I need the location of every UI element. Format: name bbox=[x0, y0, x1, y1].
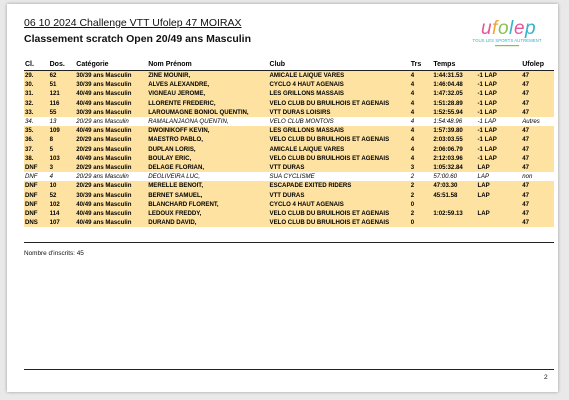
rank-cell: DNF bbox=[24, 209, 49, 218]
rank-cell: DNF bbox=[24, 163, 49, 172]
category-cell: 20/29 ans Masculin bbox=[75, 117, 147, 126]
laps-cell: 4 bbox=[410, 80, 433, 89]
laps-cell: 4 bbox=[410, 99, 433, 108]
bib-cell: 51 bbox=[49, 80, 76, 89]
svg-text:f: f bbox=[492, 18, 498, 39]
laps-cell: 0 bbox=[410, 200, 433, 209]
rank-cell: 30. bbox=[24, 80, 49, 89]
name-cell: VIGNEAU JEROME, bbox=[147, 89, 268, 98]
bib-cell: 3 bbox=[49, 163, 76, 172]
column-rank: Cl. bbox=[24, 58, 49, 71]
bib-cell: 121 bbox=[49, 89, 76, 98]
table-header-row bbox=[24, 58, 554, 71]
gap-cell: LAP bbox=[477, 190, 522, 199]
gap-cell bbox=[477, 200, 522, 209]
rank-cell: 32. bbox=[24, 99, 49, 108]
ufolep-cell: 47 bbox=[521, 154, 554, 163]
svg-text:p: p bbox=[525, 18, 536, 39]
name-cell: DURAND DAVID, bbox=[147, 218, 268, 227]
ranking-title: Classement scratch Open 20/49 ans Masculin bbox=[24, 33, 252, 45]
column-category: Catégorie bbox=[75, 58, 147, 71]
ufolep-cell: 47 bbox=[521, 108, 554, 117]
gap-cell: -1 LAP bbox=[477, 99, 522, 108]
ufolep-cell: 47 bbox=[521, 163, 554, 172]
table-row bbox=[24, 89, 554, 98]
gap-cell: -1 LAP bbox=[477, 80, 522, 89]
time-cell: 57:00.60 bbox=[432, 172, 476, 181]
name-cell: MAESTRO PABLO, bbox=[147, 135, 268, 144]
club-cell: LES GRILLONS MASSAIS bbox=[269, 126, 410, 135]
rank-cell: 36. bbox=[24, 135, 49, 144]
rank-cell: 37. bbox=[24, 145, 49, 154]
ufolep-cell: 47 bbox=[521, 89, 554, 98]
gap-cell: -1 LAP bbox=[477, 108, 522, 117]
column-gap bbox=[477, 58, 522, 71]
category-cell: 30/39 ans Masculin bbox=[75, 190, 147, 199]
gap-cell: -1 LAP bbox=[477, 117, 522, 126]
name-cell: LEDOUX FREDDY, bbox=[147, 209, 268, 218]
table-row bbox=[24, 163, 554, 172]
table-row bbox=[24, 126, 554, 135]
category-cell: 30/39 ans Masculin bbox=[75, 108, 147, 117]
table-row bbox=[24, 154, 554, 163]
bib-cell: 8 bbox=[49, 135, 76, 144]
gap-cell: -1 LAP bbox=[477, 89, 522, 98]
club-cell: VELO CLUB DU BRUILHOIS ET AGENAIS bbox=[269, 135, 410, 144]
name-cell: DEOLIVEIRA LUC, bbox=[147, 172, 268, 181]
name-cell: DWOINIKOFF KEVIN, bbox=[147, 126, 268, 135]
column-time: Temps bbox=[432, 58, 476, 71]
time-cell: 1:02:59.13 bbox=[432, 209, 476, 218]
category-cell: 40/49 ans Masculin bbox=[75, 99, 147, 108]
document-page bbox=[7, 4, 558, 392]
time-cell bbox=[432, 200, 476, 209]
category-cell: 30/39 ans Masculin bbox=[75, 71, 147, 81]
time-cell: 47:03.30 bbox=[432, 181, 476, 190]
registrants-count: Nombre d'inscrits: 45 bbox=[24, 250, 84, 257]
time-cell bbox=[432, 218, 476, 227]
category-cell: 40/49 ans Masculin bbox=[75, 209, 147, 218]
column-ufolep: Ufolep bbox=[521, 58, 554, 71]
bib-cell: 116 bbox=[49, 99, 76, 108]
laps-cell: 4 bbox=[410, 108, 433, 117]
svg-text:l: l bbox=[509, 18, 514, 39]
category-cell: 40/49 ans Masculin bbox=[75, 126, 147, 135]
name-cell: LLORENTE FREDERIC, bbox=[147, 99, 268, 108]
table-row bbox=[24, 108, 554, 117]
club-cell: AMICALE LAIQUE VARES bbox=[269, 145, 410, 154]
name-cell: BOULAY ERIC, bbox=[147, 154, 268, 163]
club-cell: VELO CLUB DU BRUILHOIS ET AGENAIS bbox=[269, 209, 410, 218]
laps-cell: 2 bbox=[410, 181, 433, 190]
ufolep-cell: 47 bbox=[521, 209, 554, 218]
time-cell: 1:52:55.94 bbox=[432, 108, 476, 117]
ufolep-cell: 47 bbox=[521, 145, 554, 154]
bib-cell: 5 bbox=[49, 145, 76, 154]
gap-cell: -1 LAP bbox=[477, 126, 522, 135]
time-cell: 2:03:03.55 bbox=[432, 135, 476, 144]
bib-cell: 109 bbox=[49, 126, 76, 135]
table-row bbox=[24, 200, 554, 209]
table-bottom-rule bbox=[24, 242, 554, 243]
name-cell: DUPLAN LORIS, bbox=[147, 145, 268, 154]
gap-cell: -1 LAP bbox=[477, 145, 522, 154]
name-cell: MERELLE BENOIT, bbox=[147, 181, 268, 190]
svg-text:TOUS LES SPORTS AUTREMENT: TOUS LES SPORTS AUTREMENT bbox=[472, 38, 542, 43]
gap-cell: LAP bbox=[477, 172, 522, 181]
name-cell: ALVES ALEXANDRE, bbox=[147, 80, 268, 89]
bib-cell: 13 bbox=[49, 117, 76, 126]
name-cell: DELAGE FLORIAN, bbox=[147, 163, 268, 172]
table-row bbox=[24, 218, 554, 227]
category-cell: 20/29 ans Masculin bbox=[75, 145, 147, 154]
time-cell: 1:51:28.89 bbox=[432, 99, 476, 108]
category-cell: 20/29 ans Masculin bbox=[75, 163, 147, 172]
table-row bbox=[24, 172, 554, 181]
gap-cell: LAP bbox=[477, 163, 522, 172]
table-row bbox=[24, 99, 554, 108]
club-cell: VELO CLUB DU BRUILHOIS ET AGENAIS bbox=[269, 154, 410, 163]
club-cell: VTT DURAS bbox=[269, 163, 410, 172]
laps-cell: 4 bbox=[410, 126, 433, 135]
laps-cell: 4 bbox=[410, 89, 433, 98]
bib-cell: 52 bbox=[49, 190, 76, 199]
table-row bbox=[24, 181, 554, 190]
svg-text:u: u bbox=[481, 18, 492, 39]
name-cell: BERNET SAMUEL, bbox=[147, 190, 268, 199]
ufolep-cell: 47 bbox=[521, 190, 554, 199]
club-cell: LES GRILLONS MASSAIS bbox=[269, 89, 410, 98]
time-cell: 45:51.58 bbox=[432, 190, 476, 199]
ufolep-cell: 47 bbox=[521, 99, 554, 108]
svg-text:e: e bbox=[514, 18, 525, 39]
time-cell: 1:46:04.48 bbox=[432, 80, 476, 89]
table-row bbox=[24, 135, 554, 144]
table-row bbox=[24, 190, 554, 199]
time-cell: 1:54:48.96 bbox=[432, 117, 476, 126]
table-row bbox=[24, 80, 554, 89]
club-cell: CYCLO 4 HAUT AGENAIS bbox=[269, 80, 410, 89]
ufolep-cell: 47 bbox=[521, 126, 554, 135]
rank-cell: 33. bbox=[24, 108, 49, 117]
bib-cell: 107 bbox=[49, 218, 76, 227]
name-cell: BLANCHARD FLORENT, bbox=[147, 200, 268, 209]
time-cell: 1:05:32.84 bbox=[432, 163, 476, 172]
table-row bbox=[24, 117, 554, 126]
page-number: 2 bbox=[544, 374, 548, 381]
name-cell: RAMALANJAONA QUENTIN, bbox=[147, 117, 268, 126]
club-cell: AMICALE LAIQUE VARES bbox=[269, 71, 410, 81]
bib-cell: 114 bbox=[49, 209, 76, 218]
column-name: Nom Prénom bbox=[147, 58, 268, 71]
table-row bbox=[24, 145, 554, 154]
club-cell: CYCLO 4 HAUT AGENAIS bbox=[269, 200, 410, 209]
club-cell: SUA CYCLISME bbox=[269, 172, 410, 181]
gap-cell: -1 LAP bbox=[477, 154, 522, 163]
laps-cell: 2 bbox=[410, 190, 433, 199]
laps-cell: 2 bbox=[410, 209, 433, 218]
category-cell: 20/29 ans Masculin bbox=[75, 181, 147, 190]
category-cell: 40/49 ans Masculin bbox=[75, 154, 147, 163]
ufolep-cell: Autres bbox=[521, 117, 554, 126]
column-bib: Dos. bbox=[49, 58, 76, 71]
category-cell: 40/49 ans Masculin bbox=[75, 218, 147, 227]
gap-cell: -1 LAP bbox=[477, 71, 522, 81]
name-cell: LAROUMAGNE BONIOL QUENTIN, bbox=[147, 108, 268, 117]
club-cell: VELO CLUB DU BRUILHOIS ET AGENAIS bbox=[269, 99, 410, 108]
laps-cell: 4 bbox=[410, 71, 433, 81]
footer-rule bbox=[24, 369, 554, 370]
bib-cell: 102 bbox=[49, 200, 76, 209]
time-cell: 1:57:39.80 bbox=[432, 126, 476, 135]
ufolep-cell: 47 bbox=[521, 200, 554, 209]
ufolep-cell: 47 bbox=[521, 135, 554, 144]
column-club: Club bbox=[269, 58, 410, 71]
gap-cell bbox=[477, 218, 522, 227]
gap-cell: LAP bbox=[477, 181, 522, 190]
bib-cell: 10 bbox=[49, 181, 76, 190]
bib-cell: 62 bbox=[49, 71, 76, 81]
rank-cell: 38. bbox=[24, 154, 49, 163]
laps-cell: 0 bbox=[410, 218, 433, 227]
time-cell: 1:44:31.53 bbox=[432, 71, 476, 81]
ufolep-cell: 47 bbox=[521, 71, 554, 81]
laps-cell: 3 bbox=[410, 163, 433, 172]
laps-cell: 2 bbox=[410, 172, 433, 181]
rank-cell: DNF bbox=[24, 200, 49, 209]
table-row bbox=[24, 71, 554, 81]
table-row bbox=[24, 209, 554, 218]
rank-cell: DNF bbox=[24, 181, 49, 190]
laps-cell: 4 bbox=[410, 154, 433, 163]
ufolep-cell: non bbox=[521, 172, 554, 181]
time-cell: 2:12:03.96 bbox=[432, 154, 476, 163]
rank-cell: DNS bbox=[24, 218, 49, 227]
rank-cell: 29. bbox=[24, 71, 49, 81]
club-cell: VELO CLUB MONTOIS bbox=[269, 117, 410, 126]
laps-cell: 4 bbox=[410, 145, 433, 154]
club-cell: ESCAPADE EXITED RIDERS bbox=[269, 181, 410, 190]
gap-cell: -1 LAP bbox=[477, 135, 522, 144]
club-cell: VTT DURAS bbox=[269, 190, 410, 199]
gap-cell: LAP bbox=[477, 209, 522, 218]
column-laps: Trs bbox=[410, 58, 433, 71]
ufolep-logo bbox=[467, 14, 547, 54]
bib-cell: 103 bbox=[49, 154, 76, 163]
event-title: 06 10 2024 Challenge VTT Ufolep 47 MOIRAX bbox=[24, 17, 242, 29]
name-cell: ZINE MOUNIR, bbox=[147, 71, 268, 81]
rank-cell: 31. bbox=[24, 89, 49, 98]
time-cell: 2:06:06.79 bbox=[432, 145, 476, 154]
category-cell: 40/49 ans Masculin bbox=[75, 200, 147, 209]
category-cell: 40/49 ans Masculin bbox=[75, 89, 147, 98]
laps-cell: 4 bbox=[410, 117, 433, 126]
category-cell: 20/29 ans Masculin bbox=[75, 172, 147, 181]
category-cell: 20/29 ans Masculin bbox=[75, 135, 147, 144]
bib-cell: 4 bbox=[49, 172, 76, 181]
bib-cell: 55 bbox=[49, 108, 76, 117]
rank-cell: DNF bbox=[24, 190, 49, 199]
results-table bbox=[24, 58, 554, 227]
time-cell: 1:47:32.05 bbox=[432, 89, 476, 98]
laps-cell: 4 bbox=[410, 135, 433, 144]
rank-cell: 34. bbox=[24, 117, 49, 126]
club-cell: VELO CLUB DU BRUILHOIS ET AGENAIS bbox=[269, 218, 410, 227]
rank-cell: 35. bbox=[24, 126, 49, 135]
ufolep-cell: 47 bbox=[521, 80, 554, 89]
category-cell: 30/39 ans Masculin bbox=[75, 80, 147, 89]
svg-text:o: o bbox=[498, 18, 509, 39]
club-cell: VTT DURAS LOISIRS bbox=[269, 108, 410, 117]
ufolep-cell: 47 bbox=[521, 218, 554, 227]
ufolep-cell: 47 bbox=[521, 181, 554, 190]
rank-cell: DNF bbox=[24, 172, 49, 181]
